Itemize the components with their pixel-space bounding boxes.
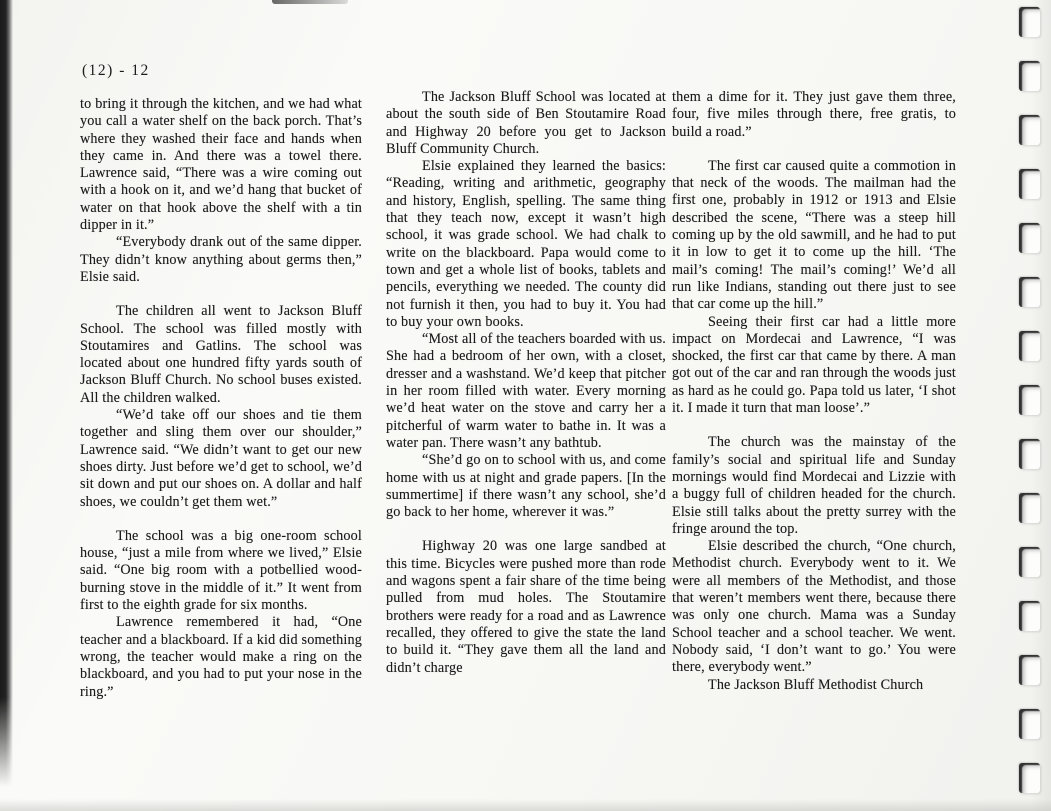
binding-hole — [1019, 493, 1040, 523]
binding-hole — [1019, 385, 1040, 415]
text-column-3 — [672, 89, 956, 694]
binding-hole — [1019, 61, 1040, 91]
text-column-1 — [80, 96, 362, 701]
paragraph: The church was the mainstay of the family’s social and spiritual life and Sunday mornings would find Mordecai and Lizzie with a buggy full of children headed for the church. Elsie still talks about the pretty surrey with the fringe around the top. — [672, 434, 956, 537]
paragraph: Elsie described the church, “One church, Methodist church. Everybody went to it. We were all members of the Methodist, and those that weren’t members went there, because there was only one church. Mama was a Sunday School teacher and a school teacher. We went. Nobody said, ‘I don’t want to go.’ You were there, everybody went.” — [672, 538, 956, 676]
binding-hole — [1019, 277, 1040, 307]
paragraph: The school was a big one-room school house, “just a mile from where we lived,” Elsie said. “One big room with a potbellied wood-burning stove in the middle of it.” It went from first to the eighth grade for six months. — [80, 527, 362, 614]
paragraph: “Everybody drank out of the same dipper. They didn’t know anything about germs then,” Elsie said. — [80, 234, 362, 285]
binding-hole — [1019, 115, 1040, 145]
scan-top-smudge — [272, 0, 348, 4]
paragraph: Seeing their first car had a little more impact on Mordecai and Lawrence, “I was shocked, the first car that came by there. A man got out of the car and ran through the woods just as hard as he could go. Papa told us later, ‘I shot it. I made it turn that man loose’.” — [672, 313, 956, 417]
binding-hole — [1019, 601, 1040, 631]
paragraph: “Most all of the teachers boarded with us. She had a bedroom of her own, with a closet, dresser and a washstand. We’d keep that pitcher in her room filled with water. Every morning we’d heat water on the stove and carry her a pitcherful of warm water to bathe in. It was a water pan. There wasn’t any bathtub. — [386, 331, 666, 451]
binding-hole — [1019, 331, 1040, 361]
page-number: (12) - 12 — [82, 62, 150, 79]
binding-hole — [1019, 655, 1040, 685]
paragraph: The children all went to Jackson Bluff School. The school was filled mostly with Stoutamires and Gatlins. The school was located about one hundred fifty yards south of Jackson Bluff Church. No school buses existed. All the children walked. — [80, 303, 362, 406]
paragraph: The Jackson Bluff Methodist Church — [708, 676, 924, 693]
binding-hole — [1019, 439, 1040, 469]
scan-bottom-shadow — [0, 799, 1051, 811]
scan-left-edge-shadow — [0, 0, 13, 811]
binding-hole — [1019, 709, 1040, 739]
binding-hole — [1019, 547, 1040, 577]
paragraph: The first car caused quite a commotion in that neck of the woods. The mailman had the first one, probably in 1912 or 1913 and Elsie described the scene, “There was a steep hill coming up by the old sawmill, and he had to put it in low to get it to come up the hill. ‘The mail’s coming! The mail’s coming!’ We’d all run like Indians, standing out there just to see that car come up the hill.” — [672, 157, 956, 313]
paragraph: “She’d go on to school with us, and come home with us at night and grade papers. [In the summertime] if there wasn’t any school, she’d go back to her home, wherever it was.” — [386, 452, 666, 521]
paragraph: them a dime for it. They just gave them three, four, five miles through there, free gratis, to build a road.” — [672, 89, 956, 140]
text-column-2 — [386, 89, 666, 677]
paragraph: “We’d take off our shoes and tie them together and sling them over our shoulder,” Lawrence said. “We didn’t want to get our new shoes dirty. Just before we’d get to school, we’d sit down and put our shoes on. A dollar and half shoes, we couldn’t get them wet.” — [80, 407, 362, 510]
binding-hole — [1019, 223, 1040, 253]
paragraph: The Jackson Bluff School was located at about the south side of Ben Stoutamire Road and Highway 20 before you get to Jackson Bluff Community Church. — [386, 89, 666, 157]
paragraph: Elsie explained they learned the basics: “Reading, writing and arithmetic, geography and history, English, spelling. The same thing that they teach now, except it wasn’t high school, it was grade school. We had chalk to write on the blackboard. Papa would come to town and get a whole list of books, tablets and pencils, everything we needed. The county did not furnish it then, you had to buy it. You had to buy your own books. — [386, 158, 666, 330]
binding-hole — [1019, 763, 1040, 793]
binding-hole — [1019, 7, 1040, 37]
binding-hole — [1019, 169, 1040, 199]
paragraph: Highway 20 was one large sandbed at this time. Bicycles were pushed more than rode and wagons spent a fair share of the time being pulled from mud holes. The Stoutamire brothers were ready for a road and as Lawrence recalled, they offered to give the state the land to build it. “They gave them all the land and didn’t charge — [386, 538, 666, 676]
paragraph: to bring it through the kitchen, and we had what you call a water shelf on the back porch. That’s where they washed their face and hands when they came in. And there was a towel there. Lawrence said, “There was a wire coming out with a hook on it, and we’d hang that bucket of water on that hook above the shelf with a tin dipper in it.” — [80, 96, 362, 234]
paragraph: Lawrence remembered it had, “One teacher and a blackboard. If a kid did something wrong, the teacher would make a ring on the blackboard, and you had to put your nose in the ring.” — [80, 614, 362, 700]
